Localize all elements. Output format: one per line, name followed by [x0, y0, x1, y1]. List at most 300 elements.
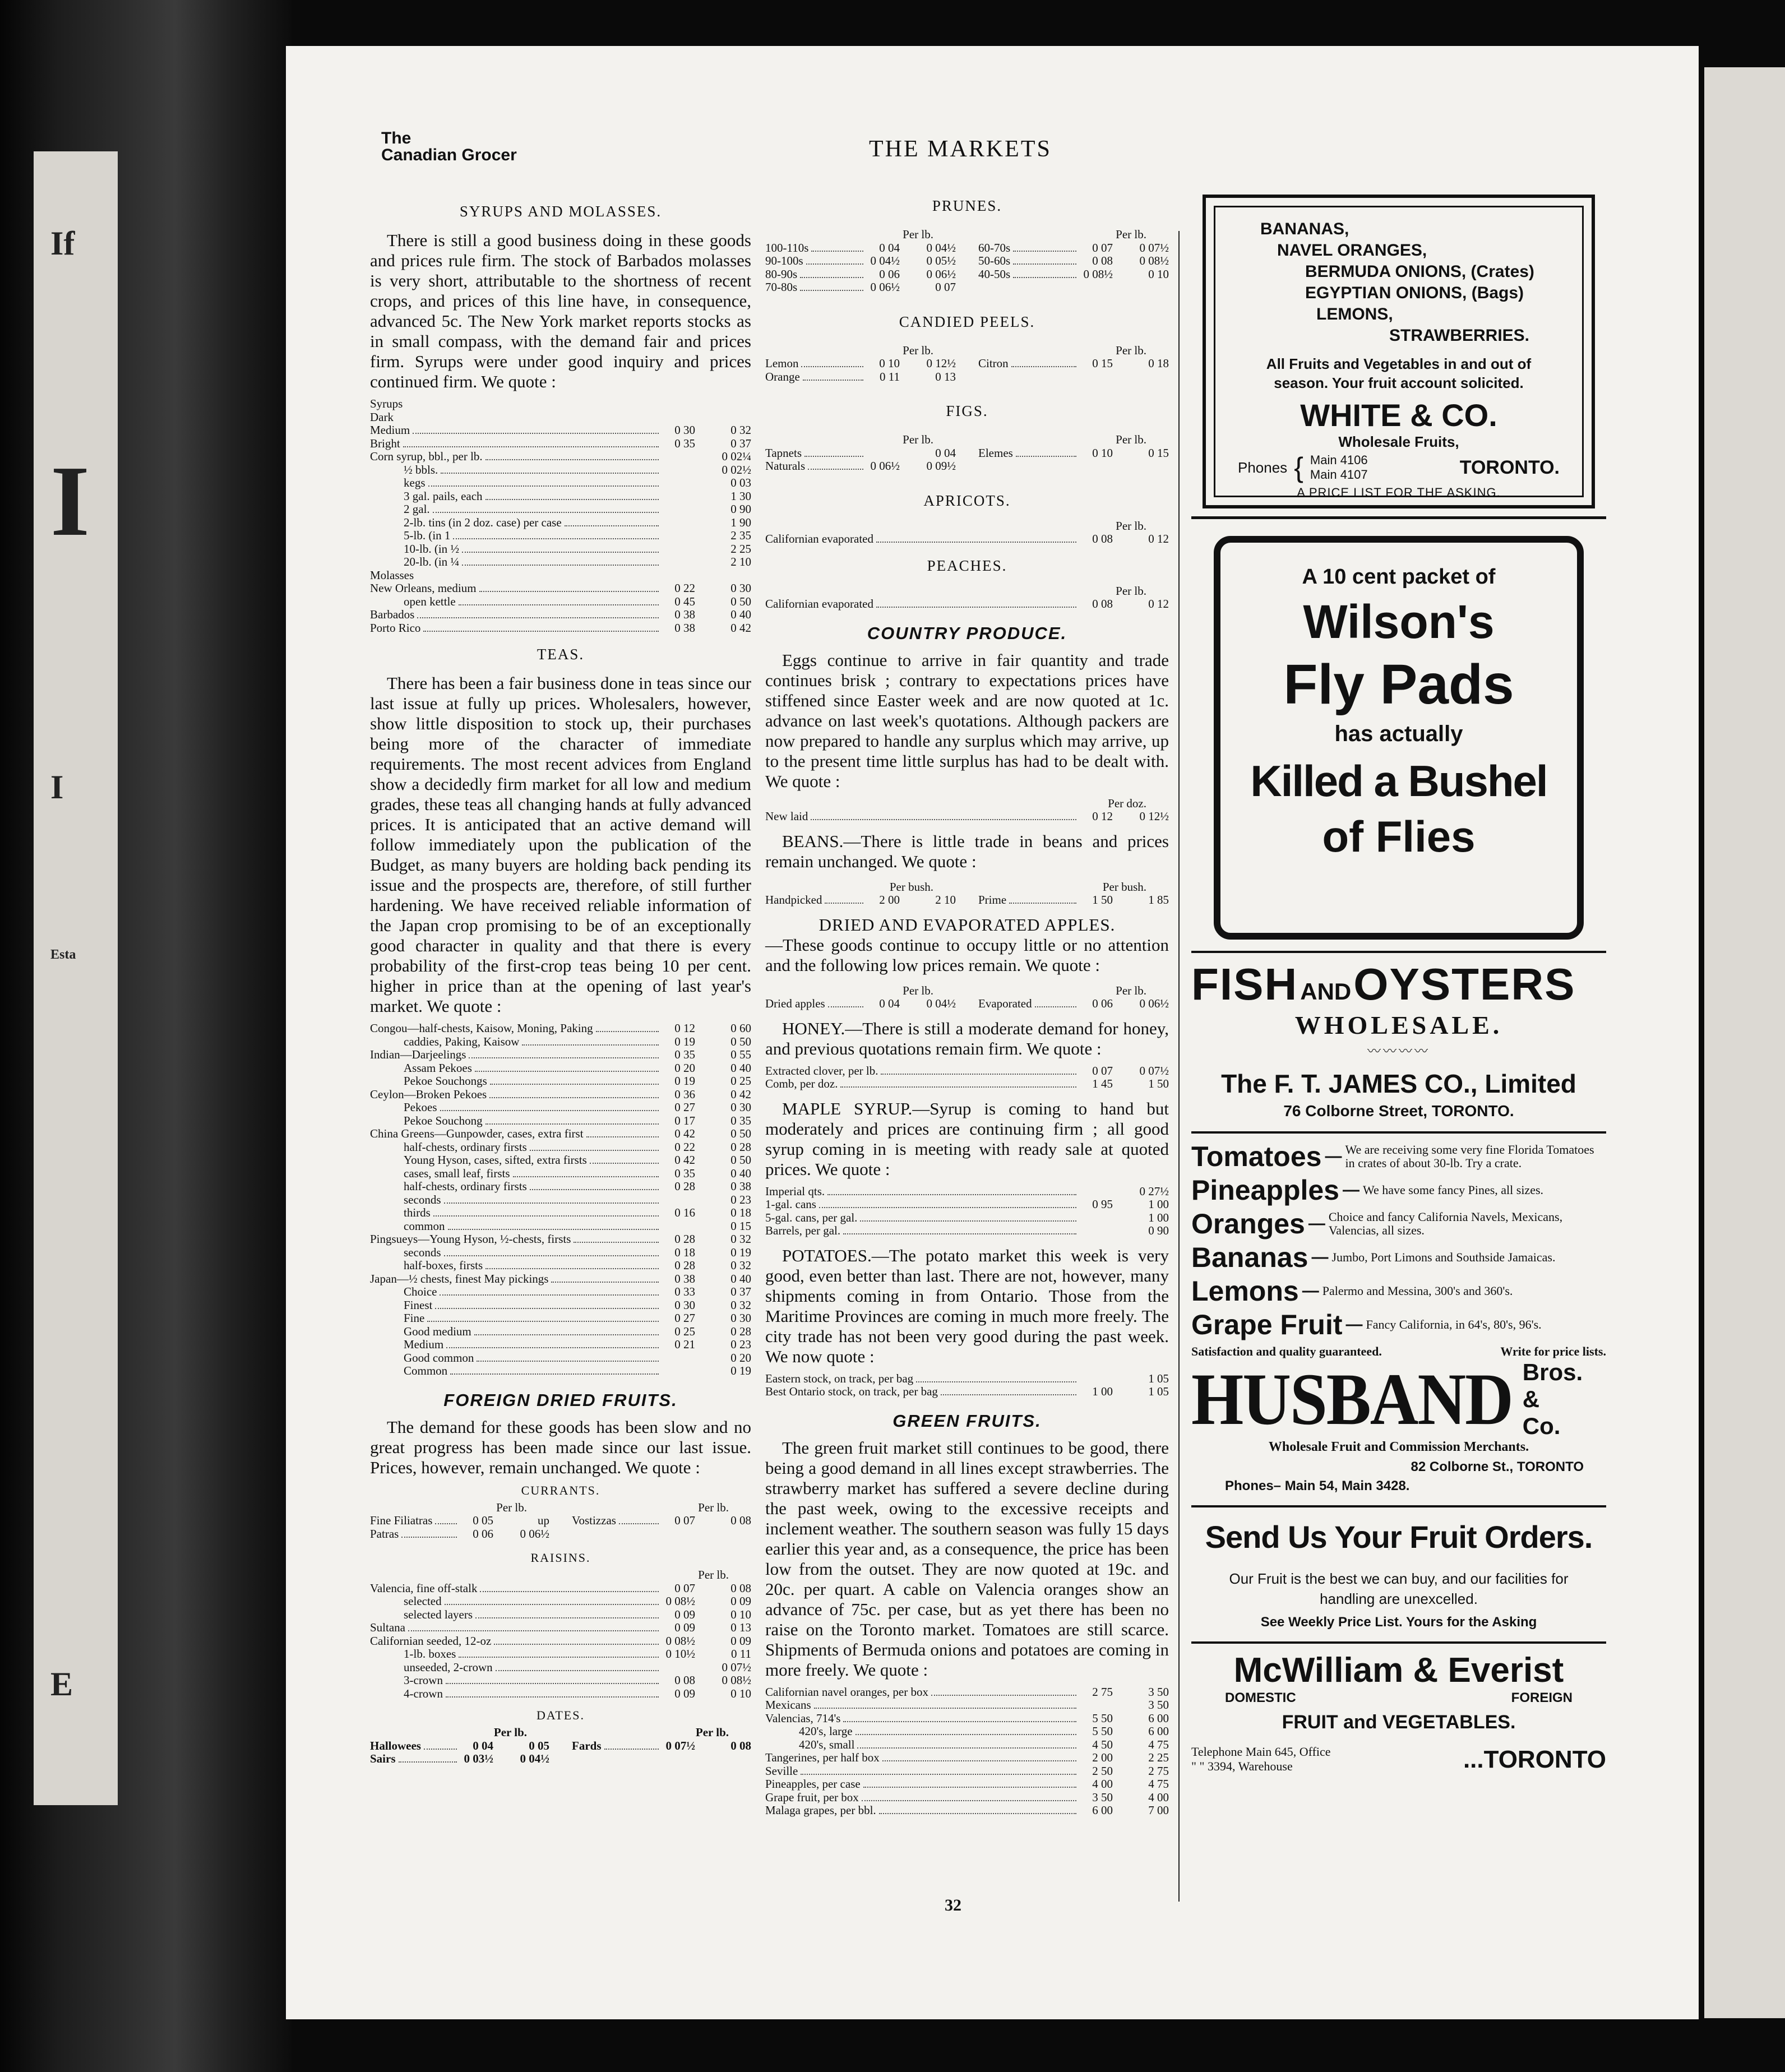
table-row — [765, 1385, 1169, 1399]
leader-dots — [448, 1228, 659, 1230]
ad-line: has actually — [1334, 721, 1463, 746]
price-high: 0 37 — [730, 436, 751, 450]
price-low: 0 07 — [1092, 1063, 1113, 1077]
price-high: 0 07 — [935, 280, 956, 294]
ad-categories — [1191, 1690, 1606, 1706]
item-name: Californian seeded, 12-oz — [370, 1634, 492, 1648]
leader-dots — [827, 1194, 1076, 1195]
column-header: Per lb. — [1116, 343, 1146, 357]
headline-word: AND — [1300, 978, 1352, 1005]
item-name: Eastern stock, on track, per bag — [765, 1371, 914, 1385]
price-low: 0 06 — [1092, 997, 1113, 1010]
headline-word: OYSTERS — [1353, 959, 1576, 1009]
price-high: 0 02¼ — [722, 450, 751, 463]
price-high: 0 19 — [730, 1245, 751, 1259]
item-name: Hallowees — [370, 1738, 421, 1752]
table-row — [370, 1127, 751, 1141]
ad-city: TORONTO. — [1459, 456, 1560, 478]
leader-dots — [522, 1044, 659, 1046]
left-fragment-text: Esta — [50, 947, 76, 962]
price-low: 0 42 — [674, 1153, 695, 1167]
price-table-peaches — [765, 585, 1169, 611]
price-high: 0 15 — [1148, 446, 1169, 460]
price-high: 0 50 — [730, 1034, 751, 1048]
leader-dots — [485, 1123, 659, 1125]
price-table-currants — [572, 1501, 751, 1541]
leader-dots — [489, 1097, 659, 1098]
item-name: Californian navel oranges, per box — [765, 1685, 928, 1699]
husband-item — [1191, 1174, 1606, 1206]
section-heading: COUNTRY PRODUCE. — [867, 623, 1067, 643]
leader-dots — [1013, 276, 1076, 278]
price-high: 0 27½ — [1139, 1184, 1169, 1198]
leader-dots — [480, 1590, 659, 1592]
price-high: 0 40 — [730, 1271, 751, 1285]
leader-dots — [1035, 1006, 1076, 1007]
price-high: 0 40 — [730, 1166, 751, 1180]
table-row — [765, 460, 956, 473]
item-name: Barrels, per gal. — [765, 1224, 841, 1237]
table-row — [370, 622, 751, 635]
price-table-potatoes — [765, 1372, 1169, 1399]
price-high: 0 06½ — [1139, 997, 1169, 1010]
table-row — [765, 1791, 1169, 1805]
price-low: 0 21 — [674, 1338, 695, 1351]
price-low: 3 50 — [1092, 1790, 1113, 1804]
ad-item: EGYPTIAN ONIONS, (Bags) — [1305, 284, 1524, 302]
table-row — [370, 464, 751, 477]
section-heading: FOREIGN DRIED FRUITS. — [443, 1390, 678, 1410]
price-high: 3 50 — [1148, 1698, 1169, 1712]
price-low: 2 75 — [1092, 1685, 1113, 1699]
leader-dots — [450, 1373, 659, 1375]
leader-dots — [876, 541, 1076, 543]
leader-dots — [440, 1109, 659, 1111]
leader-dots — [485, 498, 659, 500]
item-name: caddies, Paking, Kaisow — [404, 1034, 520, 1048]
price-high: 0 30 — [730, 581, 751, 595]
price-high: 0 28 — [730, 1324, 751, 1338]
item-name: kegs — [404, 476, 426, 489]
price-low: 0 11 — [880, 369, 900, 383]
leader-dots — [840, 1086, 1076, 1088]
price-table-green-fruits — [765, 1686, 1169, 1817]
table-row — [370, 595, 751, 609]
table-row — [370, 1352, 751, 1365]
price-high: 0 02½ — [722, 462, 751, 477]
table-row — [765, 281, 956, 294]
leader-dots — [444, 1202, 659, 1204]
leader-dots — [590, 1162, 659, 1164]
item-name: 420's, small — [799, 1737, 855, 1751]
leader-dots — [479, 590, 659, 592]
item-description: Fancy California, in 64's, 80's, 96's. — [1366, 1317, 1542, 1331]
item-description: We have some fancy Pines, all sizes. — [1363, 1183, 1544, 1197]
leader-dots — [399, 1761, 457, 1763]
price-low: 5 50 — [1092, 1724, 1113, 1738]
table-row — [765, 1198, 1169, 1211]
price-high: 1 00 — [1148, 1197, 1169, 1211]
price-high: 0 12½ — [1139, 810, 1169, 823]
price-high: 0 09½ — [926, 459, 956, 473]
item-description: Jumbo, Port Limons and Southside Jamaicas. — [1331, 1250, 1556, 1264]
price-high: 2 10 — [730, 555, 751, 568]
price-high: 0 28 — [730, 1140, 751, 1154]
item-name: Californian evaporated — [765, 597, 873, 610]
dash-glyph: — — [1343, 1181, 1359, 1199]
table-row — [572, 1740, 751, 1753]
price-high: 3 50 — [1148, 1685, 1169, 1699]
leader-dots — [565, 525, 659, 526]
page-number: 32 — [945, 1896, 961, 1914]
ad-subtitle: FRUIT and VEGETABLES. — [1282, 1712, 1516, 1733]
table-row — [978, 997, 1169, 1011]
husband-items — [1191, 1140, 1606, 1341]
ad-line: A 10 cent packet of — [1302, 565, 1496, 589]
dash-glyph: — — [1311, 1248, 1329, 1266]
price-high: 0 12 — [1148, 532, 1169, 545]
divider — [1191, 1641, 1606, 1644]
table-row — [370, 1608, 751, 1622]
table-row — [765, 533, 1169, 546]
column-header: Per bush. — [889, 880, 933, 894]
price-high: 0 08 — [730, 1581, 751, 1595]
leader-dots — [879, 1812, 1076, 1814]
leader-dots — [446, 1682, 659, 1684]
price-high: 1 85 — [1148, 893, 1169, 906]
price-table-eggs — [765, 797, 1169, 824]
item-name: China Greens—Gunpowder, cases, extra first — [370, 1127, 584, 1140]
table-row — [765, 1224, 1169, 1238]
divider — [1191, 516, 1606, 519]
price-high: 0 60 — [730, 1021, 751, 1035]
ad-phones: Phones– Main 54, Main 3428. — [1225, 1478, 1410, 1493]
price-low: 0 08½ — [665, 1594, 695, 1608]
table-row — [765, 1211, 1169, 1225]
price-table-apples — [765, 984, 956, 1011]
table-row — [370, 582, 751, 595]
item-name: 4-crown — [404, 1686, 443, 1700]
price-high: 0 12 — [1148, 597, 1169, 610]
table-row — [370, 1338, 751, 1352]
table-row — [370, 1687, 751, 1701]
dash-glyph: — — [1345, 1315, 1363, 1334]
leader-dots — [435, 1307, 659, 1309]
price-high: 0 08½ — [722, 1673, 751, 1687]
table-row — [370, 543, 751, 556]
brand-line: The — [381, 129, 411, 147]
leader-dots — [530, 1188, 659, 1190]
article-text: BEANS.—There is little trade in beans and prices remain unchanged. We quote : — [765, 831, 1169, 871]
leader-dots — [435, 1523, 457, 1524]
ad-line: Killed a Bushel — [1250, 756, 1547, 806]
ad-white-and-co — [1203, 195, 1595, 508]
item-name: Bananas — [1191, 1242, 1308, 1273]
leader-dots — [485, 459, 659, 460]
price-low: 0 28 — [674, 1232, 695, 1246]
item-name: 420's, large — [799, 1724, 853, 1738]
item-name: Pekoes — [404, 1100, 437, 1114]
table-row — [765, 598, 1169, 611]
price-low: 0 18 — [674, 1245, 695, 1259]
table-row — [370, 1194, 751, 1207]
sub-heading: DATES. — [537, 1708, 585, 1722]
item-name: Evaporated — [978, 997, 1032, 1010]
leader-dots — [1011, 366, 1076, 367]
item-name: Comb, per doz. — [765, 1077, 838, 1090]
price-high: 0 09 — [730, 1634, 751, 1648]
article-text: MAPLE SYRUP.—Syrup is coming to hand but moderately and prices are continuing firm ; all good syrup coming in is meeting with ready sale at quoted prices. We quote : — [765, 1098, 1169, 1179]
table-row — [370, 608, 751, 622]
leader-dots — [604, 1748, 659, 1750]
leader-dots — [811, 250, 863, 252]
currants-pair — [370, 1498, 751, 1549]
left-fragment-text: E — [50, 1666, 73, 1703]
item-name: Extracted clover, per lb. — [765, 1063, 878, 1077]
leader-dots — [446, 1696, 659, 1698]
table-row — [370, 529, 751, 543]
price-low: 0 15 — [1092, 357, 1113, 370]
table-row — [370, 424, 751, 437]
column-header: Per lb. — [1116, 433, 1146, 446]
item-name: 5-gal. cans, per gal. — [765, 1210, 858, 1224]
price-table-teas — [370, 1022, 751, 1378]
article-text: The demand for these goods has been slow and no great progress has been made since our last issue. Prices, however, remain unchanged. We quote : — [370, 1417, 751, 1477]
price-high: 0 18 — [730, 1206, 751, 1219]
page-title: THE MARKETS — [869, 136, 1052, 162]
price-low: 2 00 — [1092, 1751, 1113, 1764]
sub-heading: RAISINS. — [530, 1551, 591, 1565]
leader-dots — [453, 538, 659, 539]
price-high: 0 50 — [730, 1127, 751, 1140]
suffix-line: Bros. & — [1522, 1359, 1583, 1412]
table-row — [370, 1035, 751, 1049]
sub-heading: CURRANTS. — [521, 1483, 600, 1497]
item-name: Oranges — [1191, 1208, 1305, 1239]
item-name: 60-70s — [978, 240, 1011, 255]
item-name: Grape Fruit — [1191, 1309, 1343, 1340]
ad-company-name: The F. T. JAMES CO., Limited — [1221, 1069, 1576, 1098]
price-low: 0 06 — [473, 1527, 493, 1541]
price-low: 4 00 — [1092, 1777, 1113, 1791]
leader-dots — [811, 818, 1076, 820]
price-high: 0 32 — [730, 1259, 751, 1272]
ad-phones — [1238, 453, 1560, 482]
leader-dots — [530, 1149, 659, 1151]
husband-item — [1191, 1275, 1606, 1307]
item-name: Patras — [370, 1527, 399, 1541]
item-name: Californian evaporated — [765, 532, 873, 545]
prunes-pair — [765, 225, 1169, 302]
ad-company-suffix — [1523, 1359, 1606, 1440]
table-row — [370, 1220, 751, 1233]
price-low: 0 08 — [1092, 532, 1113, 545]
leader-dots — [459, 1656, 659, 1658]
table-row — [370, 1740, 549, 1753]
table-row — [370, 516, 751, 530]
item-name: Porto Rico — [370, 621, 421, 635]
table-row — [765, 1686, 1169, 1699]
section-heading: PEACHES. — [927, 557, 1007, 574]
leader-dots — [424, 1748, 457, 1750]
table-row — [765, 242, 956, 255]
leader-dots — [881, 1073, 1076, 1075]
price-low: 1 00 — [1092, 1385, 1113, 1398]
item-description: Choice and fancy California Navels, Mexicans, Valencias, all sizes. — [1328, 1210, 1563, 1237]
price-high: 0 08½ — [1139, 254, 1169, 267]
price-high: 0 13 — [935, 369, 956, 383]
leader-dots — [808, 468, 863, 470]
table-row — [765, 1725, 1169, 1738]
table-row — [765, 268, 956, 281]
item-name: Mexicans — [765, 1698, 811, 1712]
advertisements-column — [1191, 195, 1606, 1774]
price-high: 0 07½ — [1139, 1063, 1169, 1077]
table-row — [765, 255, 956, 268]
table-row — [370, 1141, 751, 1154]
price-table-dates — [370, 1726, 549, 1766]
brand-line: Canadian Grocer — [381, 146, 517, 164]
ad-item: BANANAS, — [1260, 220, 1349, 238]
item-name: Choice — [404, 1285, 437, 1298]
price-high: 0 03 — [730, 476, 751, 489]
table-row — [765, 1778, 1169, 1791]
price-low: 0 08 — [674, 1673, 695, 1687]
price-table-peels — [765, 344, 956, 384]
section-heading: CANDIED PEELS. — [899, 313, 1035, 330]
price-high: 0 55 — [730, 1048, 751, 1061]
price-high: 2 25 — [1148, 1751, 1169, 1764]
table-row — [370, 1180, 751, 1194]
price-low: 0 17 — [674, 1113, 695, 1127]
apples-heading: DRIED AND EVAPORATED APPLES. — [818, 914, 1116, 935]
price-low: 4 50 — [1092, 1737, 1113, 1751]
table-row — [370, 490, 751, 503]
column-header: Per lb. — [496, 1500, 527, 1514]
table-row — [370, 1595, 751, 1608]
leader-dots — [819, 1206, 1076, 1208]
beans-pair — [765, 877, 1169, 915]
item-name: half-chests, ordinary firsts — [404, 1140, 527, 1154]
leader-dots — [462, 551, 659, 553]
middle-column — [765, 197, 1169, 1825]
price-high: 0 50 — [730, 1153, 751, 1167]
table-row — [370, 1062, 751, 1075]
price-table-honey — [765, 1065, 1169, 1091]
item-name: Seville — [765, 1764, 798, 1778]
price-high: 0 04 — [935, 446, 956, 460]
dates-pair — [370, 1723, 751, 1774]
item-name: Good medium — [404, 1324, 471, 1338]
item-name: Young Hyson, cases, sifted, extra firsts — [404, 1153, 587, 1167]
price-low: 0 38 — [674, 608, 695, 621]
table-row — [765, 1751, 1169, 1765]
ad-wilsons-fly-pads — [1214, 536, 1584, 940]
item-name: Pekoe Souchong — [404, 1113, 483, 1127]
price-table-prunes — [765, 228, 956, 294]
wave-ornament: 〰〰〰〰 — [1367, 1044, 1430, 1059]
price-high: 0 09 — [730, 1594, 751, 1608]
ad-husband-bros — [1191, 1134, 1606, 1494]
ad-guarantee-text: Write for price lists. — [1500, 1344, 1606, 1358]
ad-text: Our Fruit is the best we can buy, and our facilities for handling are unexcelled. — [1229, 1570, 1569, 1607]
ad-fish-oysters — [1191, 953, 1606, 1120]
article-text: The green fruit market still continues to be good, there being a good demand in all lines except strawberries. The strawberry market has suffered a severe decline during the past week, owing to the excessive receipts and inclement weather. The southern season was fully 15 days earlier this year and, as a consequence, the price has been low from the outset. They are now quoted at 19c. and 20c. per quart. A cable on Valencia oranges show an advance of 75c. per case, but as yet there has been no raise on the Toronto market. Tomatoes are still scarce. Shipments of Bermuda onions and potatoes are coming in more freely. We quote : — [765, 1437, 1169, 1680]
price-low: 0 28 — [674, 1180, 695, 1193]
item-name: Valencias, 714's — [765, 1711, 841, 1725]
table-row — [370, 1299, 751, 1312]
table-row — [765, 1185, 1169, 1199]
column-header: Per bush. — [1102, 880, 1146, 894]
price-high: 0 18 — [1148, 357, 1169, 370]
column-header: Per doz. — [1108, 796, 1146, 810]
leader-dots — [444, 1255, 659, 1256]
leader-dots — [423, 630, 659, 632]
item-name: Lemon — [765, 357, 799, 370]
table-row — [370, 569, 751, 582]
item-name: common — [404, 1219, 445, 1233]
item-name: half-boxes, firsts — [404, 1259, 483, 1272]
price-low: 0 27 — [674, 1100, 695, 1114]
leader-dots — [1009, 902, 1076, 904]
price-table-dates — [572, 1726, 751, 1766]
item-name: Elemes — [978, 446, 1013, 460]
leader-dots — [804, 455, 863, 457]
table-row — [765, 1372, 1169, 1386]
ad-item: BERMUDA ONIONS, (Crates) — [1305, 262, 1534, 281]
ad-company-name: HUSBAND — [1191, 1358, 1513, 1440]
item-name: 40-50s — [978, 267, 1011, 281]
price-low: 0 06½ — [870, 280, 900, 294]
column-header: Per lb. — [1116, 519, 1146, 533]
leader-dots — [843, 1233, 1076, 1234]
price-low: 6 00 — [1092, 1803, 1113, 1817]
table-row — [370, 1088, 751, 1102]
table-row — [370, 1648, 751, 1661]
price-low: 0 09 — [674, 1607, 695, 1621]
price-table-maple — [765, 1185, 1169, 1238]
leader-dots — [485, 1268, 659, 1269]
leader-dots — [441, 472, 659, 474]
peels-pair — [765, 341, 1169, 392]
price-high: 0 32 — [730, 1232, 751, 1246]
price-high: 0 04½ — [926, 997, 956, 1010]
table-row — [370, 1514, 549, 1528]
leader-dots — [496, 1669, 659, 1671]
leader-dots — [931, 1694, 1076, 1696]
table-row — [370, 397, 751, 411]
ad-white-inner — [1214, 206, 1584, 497]
price-high: 0 23 — [730, 1192, 751, 1206]
price-low: 0 27 — [674, 1311, 695, 1325]
column-header: Per lb. — [903, 228, 933, 241]
column-header: Per lb. — [698, 1500, 729, 1514]
telephone-line: Telephone Main 645, Office — [1191, 1745, 1331, 1759]
table-row — [370, 1075, 751, 1088]
price-low: 0 12 — [1092, 810, 1113, 823]
leader-dots — [619, 1523, 659, 1524]
leader-dots — [401, 1536, 457, 1538]
suffix-line: Co. — [1522, 1413, 1561, 1439]
leader-dots — [433, 1215, 659, 1217]
telephone-line: " " 3394, Warehouse — [1191, 1759, 1293, 1773]
table-row — [370, 1048, 751, 1062]
item-name: cases, small leaf, firsts — [404, 1166, 510, 1180]
table-row — [572, 1514, 751, 1528]
ad-subtitle: Wholesale Fruits, — [1338, 433, 1459, 450]
table-row — [370, 411, 751, 424]
price-low: 0 07 — [1092, 240, 1113, 255]
